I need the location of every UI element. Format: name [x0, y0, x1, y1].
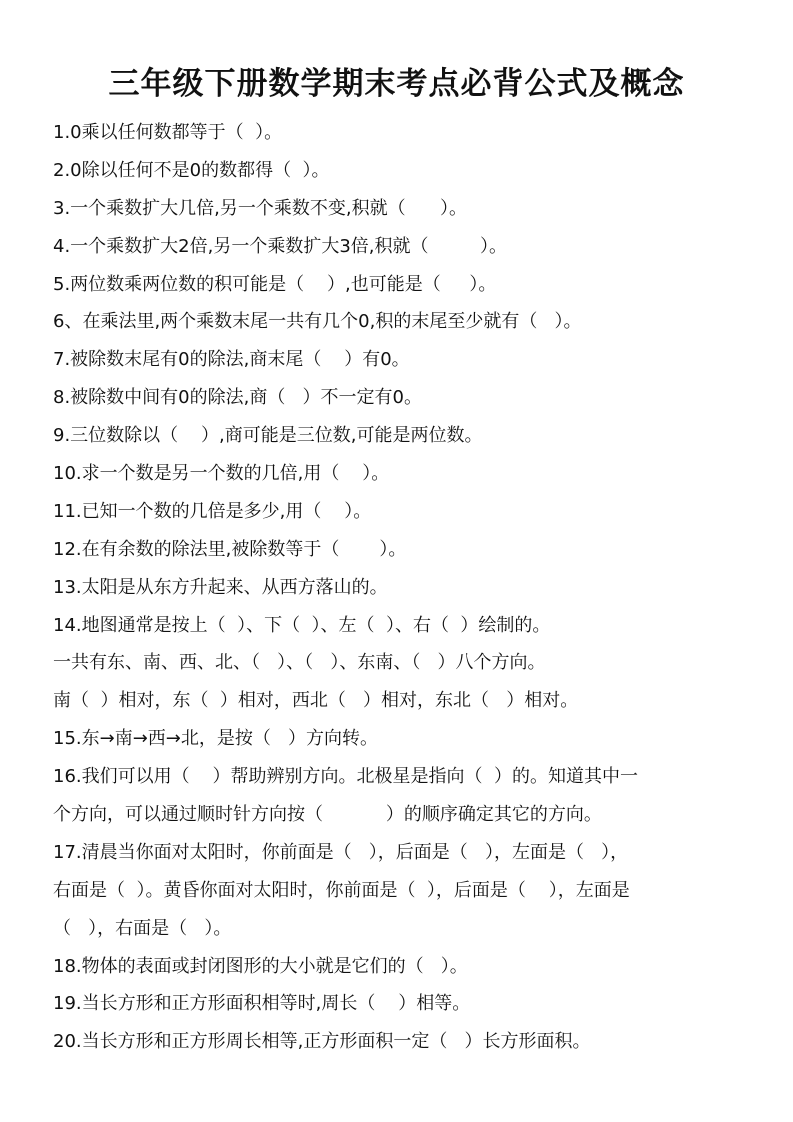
question-line: （ ），右面是（ ）。 [53, 917, 232, 939]
question-line: 13.太阳是从东方升起来、从西方落山的。 [53, 576, 388, 598]
question-line: 8.被除数中间有0的除法,商（ ）不一定有0。 [53, 387, 422, 409]
question-line: 4.一个乘数扩大2倍,另一个乘数扩大3倍,积就（ ）。 [53, 235, 508, 257]
question-line: 16.我们可以用（ ）帮助辨别方向。北极星是指向（ ）的。知道其中一 [53, 766, 638, 788]
question-line: 15.东→南→西→北，是按（ ）方向转。 [53, 728, 379, 750]
question-line: 19.当长方形和正方形面积相等时,周长（ ）相等。 [53, 993, 471, 1015]
question-line: 12.在有余数的除法里,被除数等于（ ）。 [53, 538, 407, 560]
question-line: 右面是（ ）。黄昏你面对太阳时，你前面是（ ），后面是（ ），左面是 [53, 879, 630, 901]
question-line: 1.0乘以任何数都等于（ ）。 [53, 122, 283, 143]
question-line: 14.地图通常是按上（ ）、下（ ）、左（ ）、右（ ）绘制的。 [53, 614, 551, 636]
question-line: 3.一个乘数扩大几倍,另一个乘数不变,积就（ ）。 [53, 197, 467, 219]
question-line: 南（ ）相对，东（ ）相对，西北（ ）相对，东北（ ）相对。 [53, 690, 579, 712]
question-line: 9.三位数除以（ ）,商可能是三位数,可能是两位数。 [53, 425, 483, 447]
page-title: 三年级下册数学期末考点必背公式及概念 [108, 66, 685, 102]
question-list [53, 114, 753, 1061]
question-line: 20.当长方形和正方形周长相等,正方形面积一定（ ）长方形面积。 [53, 1031, 591, 1053]
question-line: 17.清晨当你面对太阳时，你前面是（ ），后面是（ ），左面是（ ）， [53, 841, 629, 863]
question-line: 6、在乘法里,两个乘数末尾一共有几个0,积的末尾至少就有（ ）。 [53, 311, 582, 333]
question-line: 5.两位数乘两位数的积可能是（ ）,也可能是（ ）。 [53, 273, 497, 295]
question-line: 2.0除以任何不是0的数都得（ ）。 [53, 159, 330, 181]
question-line: 10.求一个数是另一个数的几倍,用（ ）。 [53, 463, 390, 485]
question-line: 7.被除数末尾有0的除法,商末尾（ ）有0。 [53, 349, 410, 371]
question-line: 18.物体的表面或封闭图形的大小就是它们的（ ）。 [53, 955, 468, 977]
question-line: 11.已知一个数的几倍是多少,用（ ）。 [53, 500, 372, 522]
question-line: 一共有东、南、西、北、（ ）、（ ）、东南、（ ）八个方向。 [53, 652, 546, 674]
question-line: 个方向，可以通过顺时针方向按（ ）的顺序确定其它的方向。 [53, 804, 602, 826]
